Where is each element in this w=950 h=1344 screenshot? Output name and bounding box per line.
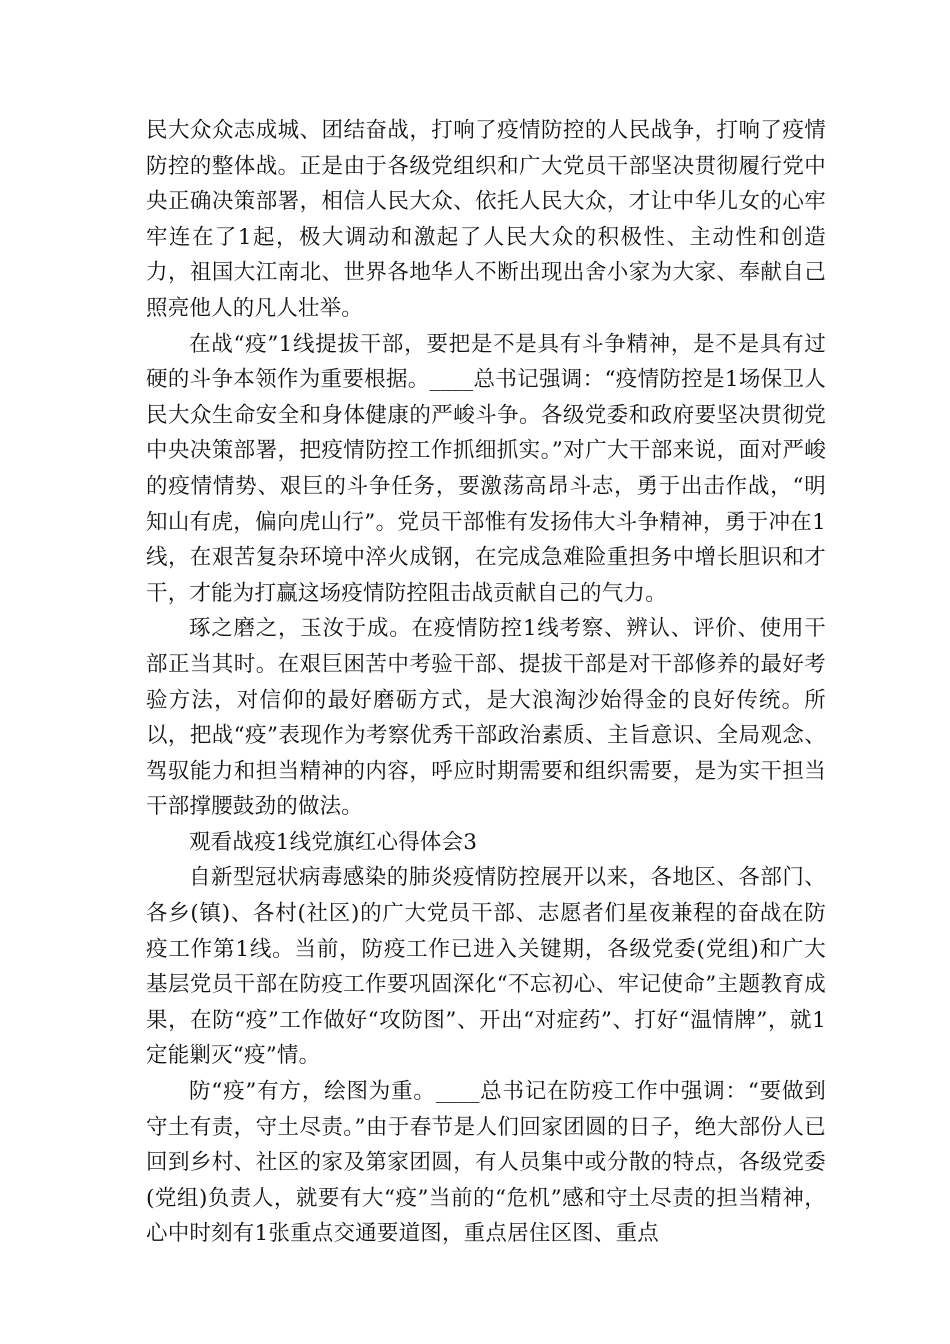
paragraph-prevention-map: 防“疫”有方，绘图为重。____总书记在防疫工作中强调：“要做到守土有责，守土尽责。”由于春节是人们回家团圆的日子，绝大部份人已回到乡村、社区的家及第家团圆，有人员集中或分散的特点，各级党委(党组)负责人，就要有大“疫”当前的“危机”感和守土尽责的担当精神，心中时刻有1张重点交通要道图，重点居住区图、重点: [146, 1079, 826, 1247]
paragraph-epidemic-frontline: 自新型冠状病毒感染的肺炎疫情防控展开以来，各地区、各部门、各乡(镇)、各村(社区)的广大党员干部、志愿者们星夜兼程的奋战在防疫工作第1线。当前，防疫工作已进入关键期，各级党委(党组)和广大基层党员干部在防疫工作要巩固深化“不忘初心、牢记使命”主题教育成果，在防“疫”工作做好“攻防图”、开出“对症药”、打好“温情牌”，就1定能剿灭“疫”情。: [146, 865, 826, 1069]
document-body: [146, 113, 826, 1252]
paragraph-cadre-evaluation: 琢之磨之，玉汝于成。在疫情防控1线考察、辨认、评价、使用干部正当其时。在艰巨困苦中考验干部、提拔干部是对干部修养的最好考验方法，对信仰的最好磨砺方式，是大浪淘沙始得金的良好传统。所以，把战“疫”表现作为考察优秀干部政治素质、主旨意识、全局观念、驾驭能力和担当精神的内容，呼应时期需要和组织需要，是为实干担当干部撑腰鼓劲的做法。: [146, 616, 826, 820]
paragraph-cadre-promotion: 在战“疫”1线提拔干部，要把是不是具有斗争精神，是不是具有过硬的斗争本领作为重要根据。____总书记强调：“疫情防控是1场保卫人民大众生命安全和身体健康的严峻斗争。各级党委和政府要坚决贯彻党中央决策部署，把疫情防控工作抓细抓实。”对广大干部来说，面对严峻的疫情情势、艰巨的斗争任务，要激荡高昂斗志，勇于出击作战，“明知山有虎，偏向虎山行”。党员干部惟有发扬伟大斗争精神，勇于冲在1线，在艰苦复杂环境中淬火成钢，在完成急难险重担务中增长胆识和才干，才能为打赢这场疫情防控阻击战贡献自己的气力。: [146, 331, 826, 606]
section-heading: 观看战疫1线党旗红心得体会3: [189, 829, 478, 855]
paragraph-continuation: 民大众众志成城、团结奋战，打响了疫情防控的人民战争，打响了疫情防控的整体战。正是由于各级党组织和广大党员干部坚决贯彻履行党中央正确决策部署，相信人民大众、依托人民大众，才让中华儿女的心牢牢连在了1起，极大调动和激起了人民大众的积极性、主动性和创造力，祖国大江南北、世界各地华人不断出现出舍小家为大家、奉献自己照亮他人的凡人壮举。: [146, 118, 826, 321]
